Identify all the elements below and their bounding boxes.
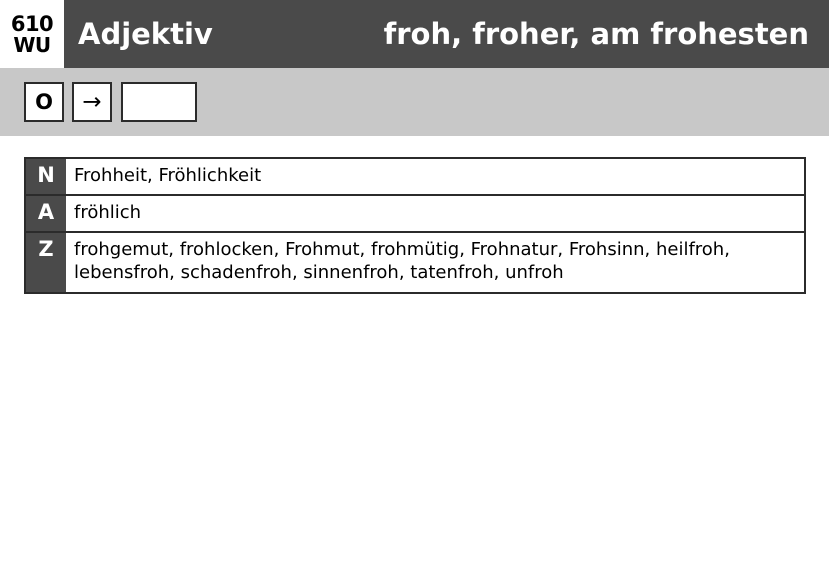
word-family-table [24,157,806,294]
letter-box: O [24,82,64,122]
table-row [26,233,804,293]
header-bar [0,0,829,68]
card-code-box [0,0,64,68]
row-value-adjective: fröhlich [74,201,142,223]
word-forms: froh, froher, am frohesten [383,17,809,51]
arrow-box [72,82,112,122]
row-value-noun: Frohheit, Fröhlichkeit [74,165,262,186]
empty-answer-box [121,82,197,122]
card-code-number: 610 [10,11,54,36]
sub-toolbar-group [0,82,197,122]
row-value-compound: frohgemut, frohlocken, Frohmut, frohmütig, Frohnatur, Frohsinn, heilfroh, lebensfroh, schadenfroh, sinnenfroh, tatenfroh, unfroh [74,238,730,284]
table-row [26,159,804,196]
table-row [26,196,804,233]
sub-toolbar [0,68,829,136]
row-key-noun: N [26,159,66,194]
row-key-adjective: A [26,196,66,231]
arrow-right-icon: → [82,88,102,115]
card-code-subtitle: WU [13,32,51,57]
page-title: Adjektiv [78,17,213,51]
row-key-compound: Z [26,233,66,293]
